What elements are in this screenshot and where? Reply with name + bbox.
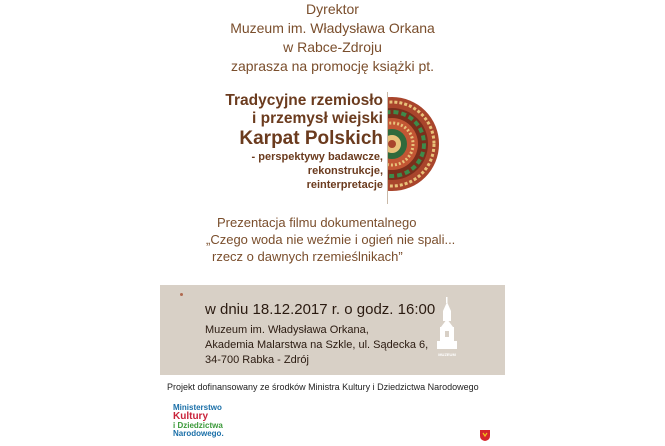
film-line: Prezentacja filmu dokumentalnego [217,215,417,230]
film-section [160,214,505,265]
folk-ornament-icon [388,96,440,192]
ministry-logo [173,404,224,438]
book-subtitle-line: - perspektywy badawcze, [251,151,383,163]
header-line: zaprasza na promocję książki pt. [230,58,435,74]
book-title-line: Karpat Polskich [239,128,383,149]
decor-dot [180,293,183,296]
museum-logo-text: MUZEUM [438,352,456,357]
ministry-logo-line: Narodowego. [173,429,224,438]
event-date: w dniu 18.12.2017 r. o godz. 16:00 [205,301,436,318]
film-line: „Czego woda nie weźmie i ogień nie spali... [206,232,456,247]
book-title [225,92,383,192]
film-line: rzecz o dawnych rzemieślnikach” [212,249,403,264]
address-line: Akademia Malarstwa na Szkle, ul. Sądecka 6, [205,339,429,351]
book-title-line: Tradycyjne rzemiosło [225,92,383,109]
header-line: Dyrektor [306,1,359,17]
book-subtitle-line: rekonstrukcje, [307,165,383,177]
address-line: Muzeum im. Władysława Orkana, [205,324,369,336]
book-title-line: i przemysł wiejski [252,110,383,127]
header-line: Muzeum im. Władysława Orkana [230,20,435,36]
address-line: 34-700 Rabka - Zdrój [205,354,309,366]
museum-logo [434,297,460,363]
ministry-logo-line: Kultury [173,411,208,422]
funding-note: Projekt dofinansowany ze środków Ministra Kultury i Dziedzictwa Narodowego [167,382,479,392]
event-address [205,323,428,368]
invitation-header [160,0,505,76]
header-line: w Rabce-Zdroju [283,39,382,55]
book-block [160,88,505,203]
ministry-logo-line: Ministerstwo [173,403,222,412]
poster [160,0,505,443]
book-subtitle-line: reinterpretacje [306,179,383,191]
event-info-band [160,285,505,375]
ministry-logo-line: i Dziedzictwa [173,421,223,430]
coat-of-arms-icon [480,428,490,439]
